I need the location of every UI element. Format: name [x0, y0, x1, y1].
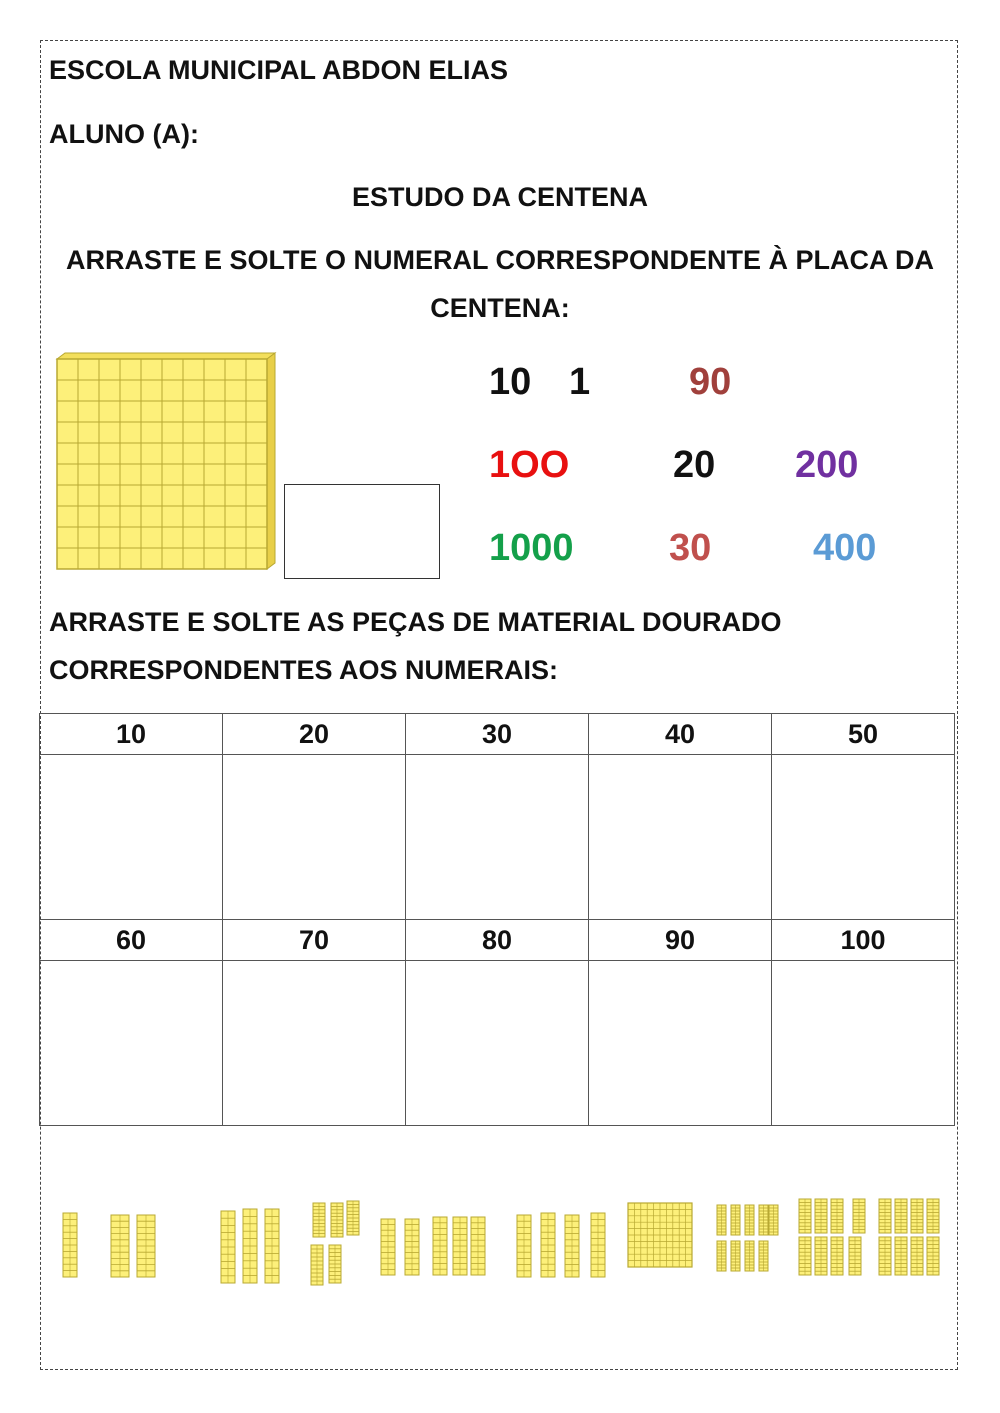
rod-group-piece[interactable]	[799, 1199, 939, 1275]
rod-group-piece[interactable]	[517, 1213, 605, 1277]
instruction-2-line2: CORRESPONDENTES AOS NUMERAIS:	[49, 655, 559, 685]
grid-drop-cell[interactable]	[223, 961, 406, 1126]
numeral-option[interactable]: 200	[795, 444, 859, 486]
grid-header-cell: 10	[40, 714, 223, 755]
numeral-option[interactable]: 20	[673, 444, 716, 486]
grid-header-cell: 90	[589, 920, 772, 961]
grid-drop-cell[interactable]	[589, 755, 772, 920]
numeral-option[interactable]: 30	[669, 527, 712, 569]
numeral-option[interactable]: 1	[569, 361, 591, 403]
school-name: ESCOLA MUNICIPAL ABDON ELIAS	[49, 55, 509, 85]
grid-header-cell: 50	[772, 714, 955, 755]
rod-group-piece[interactable]	[717, 1205, 778, 1271]
numeral-option[interactable]: 1000	[489, 527, 574, 569]
worksheet	[40, 40, 958, 1370]
hundred-plate-image	[53, 351, 278, 576]
hundred-flat-piece[interactable]	[628, 1203, 692, 1267]
grid-header-cell: 70	[223, 920, 406, 961]
page-title: ESTUDO DA CENTENA	[351, 182, 648, 212]
grid-drop-cell[interactable]	[40, 961, 223, 1126]
grid-drop-cell[interactable]	[223, 755, 406, 920]
rod-group-piece[interactable]	[221, 1201, 359, 1285]
grid-header-cell: 60	[40, 920, 223, 961]
material-dourado-pieces	[55, 1191, 955, 1331]
grid-drop-cell[interactable]	[406, 755, 589, 920]
instruction-2-line1: ARRASTE E SOLTE AS PEÇAS DE MATERIAL DOURADO	[49, 607, 782, 637]
grid-drop-cell[interactable]	[772, 755, 955, 920]
grid-drop-cell[interactable]	[40, 755, 223, 920]
rod-group-piece[interactable]	[63, 1213, 155, 1277]
instruction-1-line1: ARRASTE E SOLTE O NUMERAL CORRESPONDENTE À PLACA DA	[65, 245, 935, 275]
numeral-option[interactable]: 90	[689, 361, 732, 403]
numeral-option[interactable]: 1OO	[489, 444, 570, 486]
grid-drop-cell[interactable]	[406, 961, 589, 1126]
instruction-1-line2: CENTENA:	[430, 293, 570, 323]
grid-header-cell: 20	[223, 714, 406, 755]
answer-grid	[39, 713, 955, 1126]
rod-group-piece[interactable]	[381, 1217, 485, 1275]
numeral-option[interactable]: 10	[489, 361, 532, 403]
grid-header-cell: 80	[406, 920, 589, 961]
numeral-drop-zone[interactable]	[284, 484, 440, 579]
numeral-option[interactable]: 400	[813, 527, 877, 569]
grid-drop-cell[interactable]	[772, 961, 955, 1126]
grid-header-cell: 100	[772, 920, 955, 961]
grid-header-cell: 40	[589, 714, 772, 755]
grid-drop-cell[interactable]	[589, 961, 772, 1126]
student-label: ALUNO (A):	[49, 119, 199, 149]
grid-header-cell: 30	[406, 714, 589, 755]
